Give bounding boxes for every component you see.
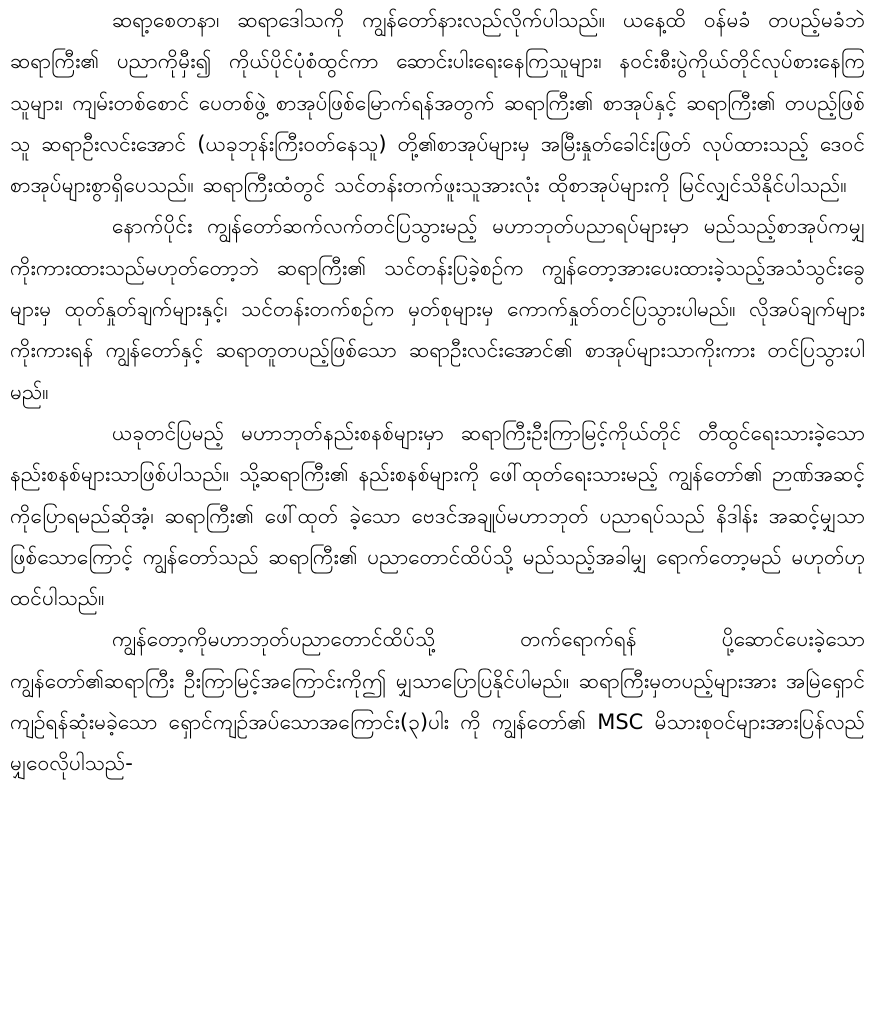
paragraph-2: နောက်ပိုင်း ကျွန်တော်ဆက်လက်တင်ပြသွားမည့် မဟာဘုတ်ပညာရပ်များမှာ မည်သည့်စာအုပ်ကမျှကိုးကားထားသည်မဟုတ်တော့ဘဲ ဆရာကြီး၏ သင်တန်းပြခဲ့စဉ်က ကျွန်တော့အားပေးထားခဲ့သည့်အသံသွင်းခွေများမှ ထုတ်နှုတ်ချက်များနှင့်၊ သင်တန်းတက်စဉ်က မှတ်စုများမှ ကောက်နှုတ်တင်ပြသွားပါမည်။ လိုအပ်ချက်များကိုးကားရန် ကျွန်တော်နှင့် ဆရာတူတပည့်ဖြစ်သော ဆရာဦးလင်းအောင်၏ စာအုပ်များသာကိုးကား တင်ပြသွားပါမည်။ (10, 214, 865, 404)
document-page (10, 0, 865, 1013)
paragraph-3: ယခုတင်ပြမည့် မဟာဘုတ်နည်းစနစ်များမှာ ဆရာကြီးဦးကြာမြင့်ကိုယ်တိုင် တီထွင်ရေးသားခဲ့သောနည်းစနစ်များသာဖြစ်ပါသည်။ သို့ဆရာကြီး၏ နည်းစနစ်များကို ဖေါ်ထုတ်ရေးသားမည့် ကျွန်တော်၏ ဉာဏ်အဆင့်ကိုပြောရမည်ဆိုအံ့၊ ဆရာကြီး၏ ဖေါ်ထုတ် ခဲ့သော ဗေဒင်အချုပ်မဟာဘုတ် ပညာရပ်သည် နိဒါန်း အဆင့်မျှသာဖြစ်သောကြောင့် ကျွန်တော်သည် ဆရာကြီး၏ ပညာတောင်ထိပ်သို့ မည်သည့်အခါမျှ ရောက်တော့မည် မဟုတ်ဟုထင်ပါသည်။ (10, 420, 865, 611)
paragraph-1: ဆရာ့စေတနာ၊ ဆရာဒေါသကို ကျွန်တော်နားလည်လိုက်ပါသည်။ ယနေ့ထိ ဝန်မခံ တပည့်မခံဘဲ ဆရာကြီး၏ ပညာကိုမှီး၍ ကိုယ်ပိုင်ပုံစံထွင်ကာ ဆောင်းပါးရေးနေကြသူများ၊ နဝင်းစီးပွဲကိုယ်တိုင်လုပ်စားနေကြသူများ၊ ကျမ်းတစ်စောင် ပေတစ်ဖွဲ့ စာအုပ်ဖြစ်မြောက်ရန်အတွက် ဆရာကြီး၏ စာအုပ်နှင့် ဆရာကြီး၏ တပည့်ဖြစ်သူ ဆရာဦးလင်းအောင် (ယခုဘုန်းကြီးဝတ်နေသူ) တို့၏စာအုပ်များမှ အမြီးနှုတ်ခေါင်းဖြတ် လုပ်ထားသည့် ဒေဝင်စာအုပ်များစွာရှိပေသည်။ ဆရာကြီးထံတွင် သင်တန်းတက်ဖူးသူအားလုံး ထိုစာအုပ်များကို မြင်လျှင်သိနိုင်ပါသည်။ (10, 8, 865, 198)
paragraph-4: ကျွန်တော့ကိုမဟာဘုတ်ပညာတောင်ထိပ်သို့ တက်ရောက်ရန် ပို့ဆောင်ပေးခဲ့သောကျွန်တော်၏ဆရာကြီး ဦးကြာမြင့်အကြောင်းကိုဤ မျှသာပြောပြနိုင်ပါမည်။ ဆရာကြီးမှတပည့်များအား အမြဲရှောင်ကျဉ်ရန်ဆုံးမခဲ့သော ရှောင်ကျဉ်အပ်သောအကြောင်း(၃)ပါး ကို ကျွန်တော်၏ MSC မိသားစုဝင်များအားပြန်လည်မျှဝေလိုပါသည်- (10, 627, 865, 776)
